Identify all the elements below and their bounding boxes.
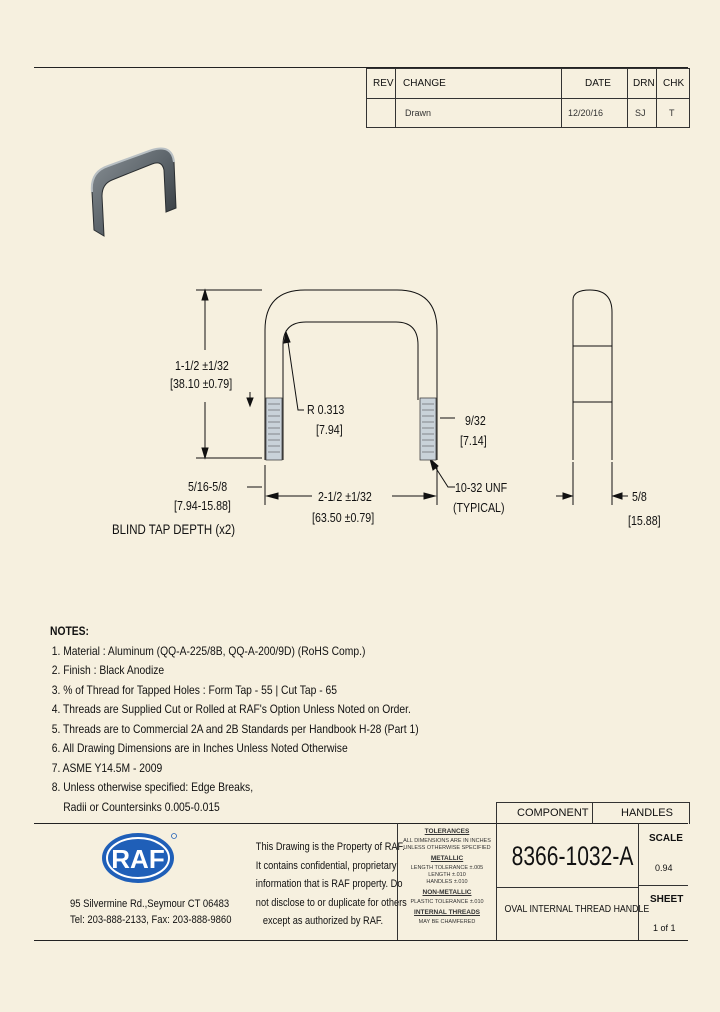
note-item: 1. Material : Aluminum (QQ-A-225/8B, QQ-A-200/9D) (RoHS Comp.) (51, 643, 366, 658)
notice-line: not disclose to or duplicate for others (255, 896, 407, 909)
tolerance-line: LENGTH TOLERANCE ±.005 (410, 865, 484, 871)
blind-tap-note: BLIND TAP DEPTH (x2) (112, 521, 236, 537)
property-notice (243, 838, 407, 931)
logo-text: RAF (111, 844, 165, 874)
tolerances-title: TOLERANCES (424, 828, 470, 835)
height-dim-metric: [38.10 ±0.79] (170, 376, 233, 391)
chk-header: CHK (663, 78, 685, 89)
thread-spec-label: 10-32 UNF (455, 480, 508, 495)
tolerance-line: INTERNAL THREADS (414, 909, 480, 916)
chk-value: T (669, 108, 675, 118)
scale-label: SCALE (649, 833, 683, 844)
radius-dim-metric: [7.94] (316, 422, 343, 437)
tolerance-line: UNLESS OTHERWISE SPECIFIED (403, 845, 491, 851)
component-row (496, 802, 690, 824)
tolerance-line: NON-METALLIC (422, 889, 472, 896)
notice-line: It contains confidential, proprietary (255, 859, 397, 872)
height-dim-label: 1-1/2 ±1/32 (175, 358, 229, 373)
tap-depth-metric: [7.94-15.88] (174, 498, 231, 513)
note-item: 6. All Drawing Dimensions are in Inches Unless Noted Otherwise (51, 741, 348, 755)
scale-value: 0.94 (655, 863, 673, 873)
side-dim-label: 5/8 (632, 489, 647, 504)
notes-title: NOTES: (50, 624, 89, 638)
drn-header: DRN (633, 78, 655, 89)
notice-line: This Drawing is the Property of RAF. (255, 841, 405, 853)
note-item: Radii or Countersinks 0.005-0.015 (51, 799, 220, 814)
part-number: 8366-1032-A (511, 841, 634, 871)
change-value: Drawn (405, 108, 432, 118)
tolerance-line: METALLIC (430, 855, 464, 862)
part-number-block (496, 823, 650, 940)
title-block-bottom-rule (34, 940, 688, 941)
component-label: COMPONENT (517, 807, 589, 819)
date-header: DATE (585, 78, 611, 89)
tolerance-line: ALL DIMENSIONS ARE IN INCHES (403, 838, 491, 844)
note-item: 3. % of Thread for Tapped Holes : Form Tap - 55 | Cut Tap - 65 (51, 682, 338, 697)
radius-dim-label: R 0.313 (307, 402, 345, 417)
tolerance-line: MAY BE CHAMFERED (418, 919, 476, 925)
sheet-value: 1 of 1 (653, 923, 676, 933)
date-value: 12/20/16 (568, 108, 604, 118)
width-dim-metric: [63.50 ±0.79] (312, 510, 375, 525)
note-item: 5. Threads are to Commercial 2A and 2B Standards per Handbook H-28 (Part 1) (51, 721, 419, 736)
component-value: HANDLES (621, 807, 673, 819)
raf-logo (100, 828, 180, 886)
tap-depth-label: 5/16-5/8 (188, 479, 228, 494)
drn-value: SJ (635, 108, 646, 118)
width-dim-label: 2-1/2 ±1/32 (318, 489, 372, 504)
revision-table (366, 68, 690, 128)
change-header: CHANGE (403, 78, 446, 89)
address-line-1: 95 Silvermine Rd.,Seymour CT 06483 (70, 898, 230, 910)
side-view-drawing (540, 280, 630, 520)
note-item: 2. Finish : Black Anodize (51, 663, 165, 677)
notes-section (50, 622, 419, 817)
scale-sheet-block (639, 823, 688, 940)
tolerance-line: HANDLES ±.010 (426, 879, 468, 885)
tolerance-line: LENGTH ±.010 (428, 872, 466, 878)
sheet-label: SHEET (650, 894, 684, 905)
note-item: 4. Threads are Supplied Cut or Rolled at RAF's Option Unless Noted on Order. (51, 702, 411, 716)
tolerances-block (397, 823, 497, 940)
note-item: 8. Unless otherwise specified: Edge Breaks, (51, 780, 254, 794)
handle-3d-illustration (80, 130, 190, 250)
hole-dim-label: 9/32 (465, 413, 486, 428)
side-dim-metric: [15.88] (628, 513, 661, 528)
notice-line: information that is RAF property. Do (255, 878, 403, 890)
address-line-2: Tel: 203-888-2133, Fax: 203-888-9860 (70, 914, 232, 926)
hole-dim-metric: [7.14] (460, 433, 487, 448)
part-description: OVAL INTERNAL THREAD HANDLE (504, 904, 650, 915)
rev-header: REV (373, 78, 394, 89)
tolerance-line: PLASTIC TOLERANCE ±.010 (410, 899, 484, 905)
notice-line: except as authorized by RAF. (262, 915, 384, 927)
note-item: 7. ASME Y14.5M - 2009 (51, 760, 163, 775)
thread-spec-note: (TYPICAL) (453, 500, 505, 515)
